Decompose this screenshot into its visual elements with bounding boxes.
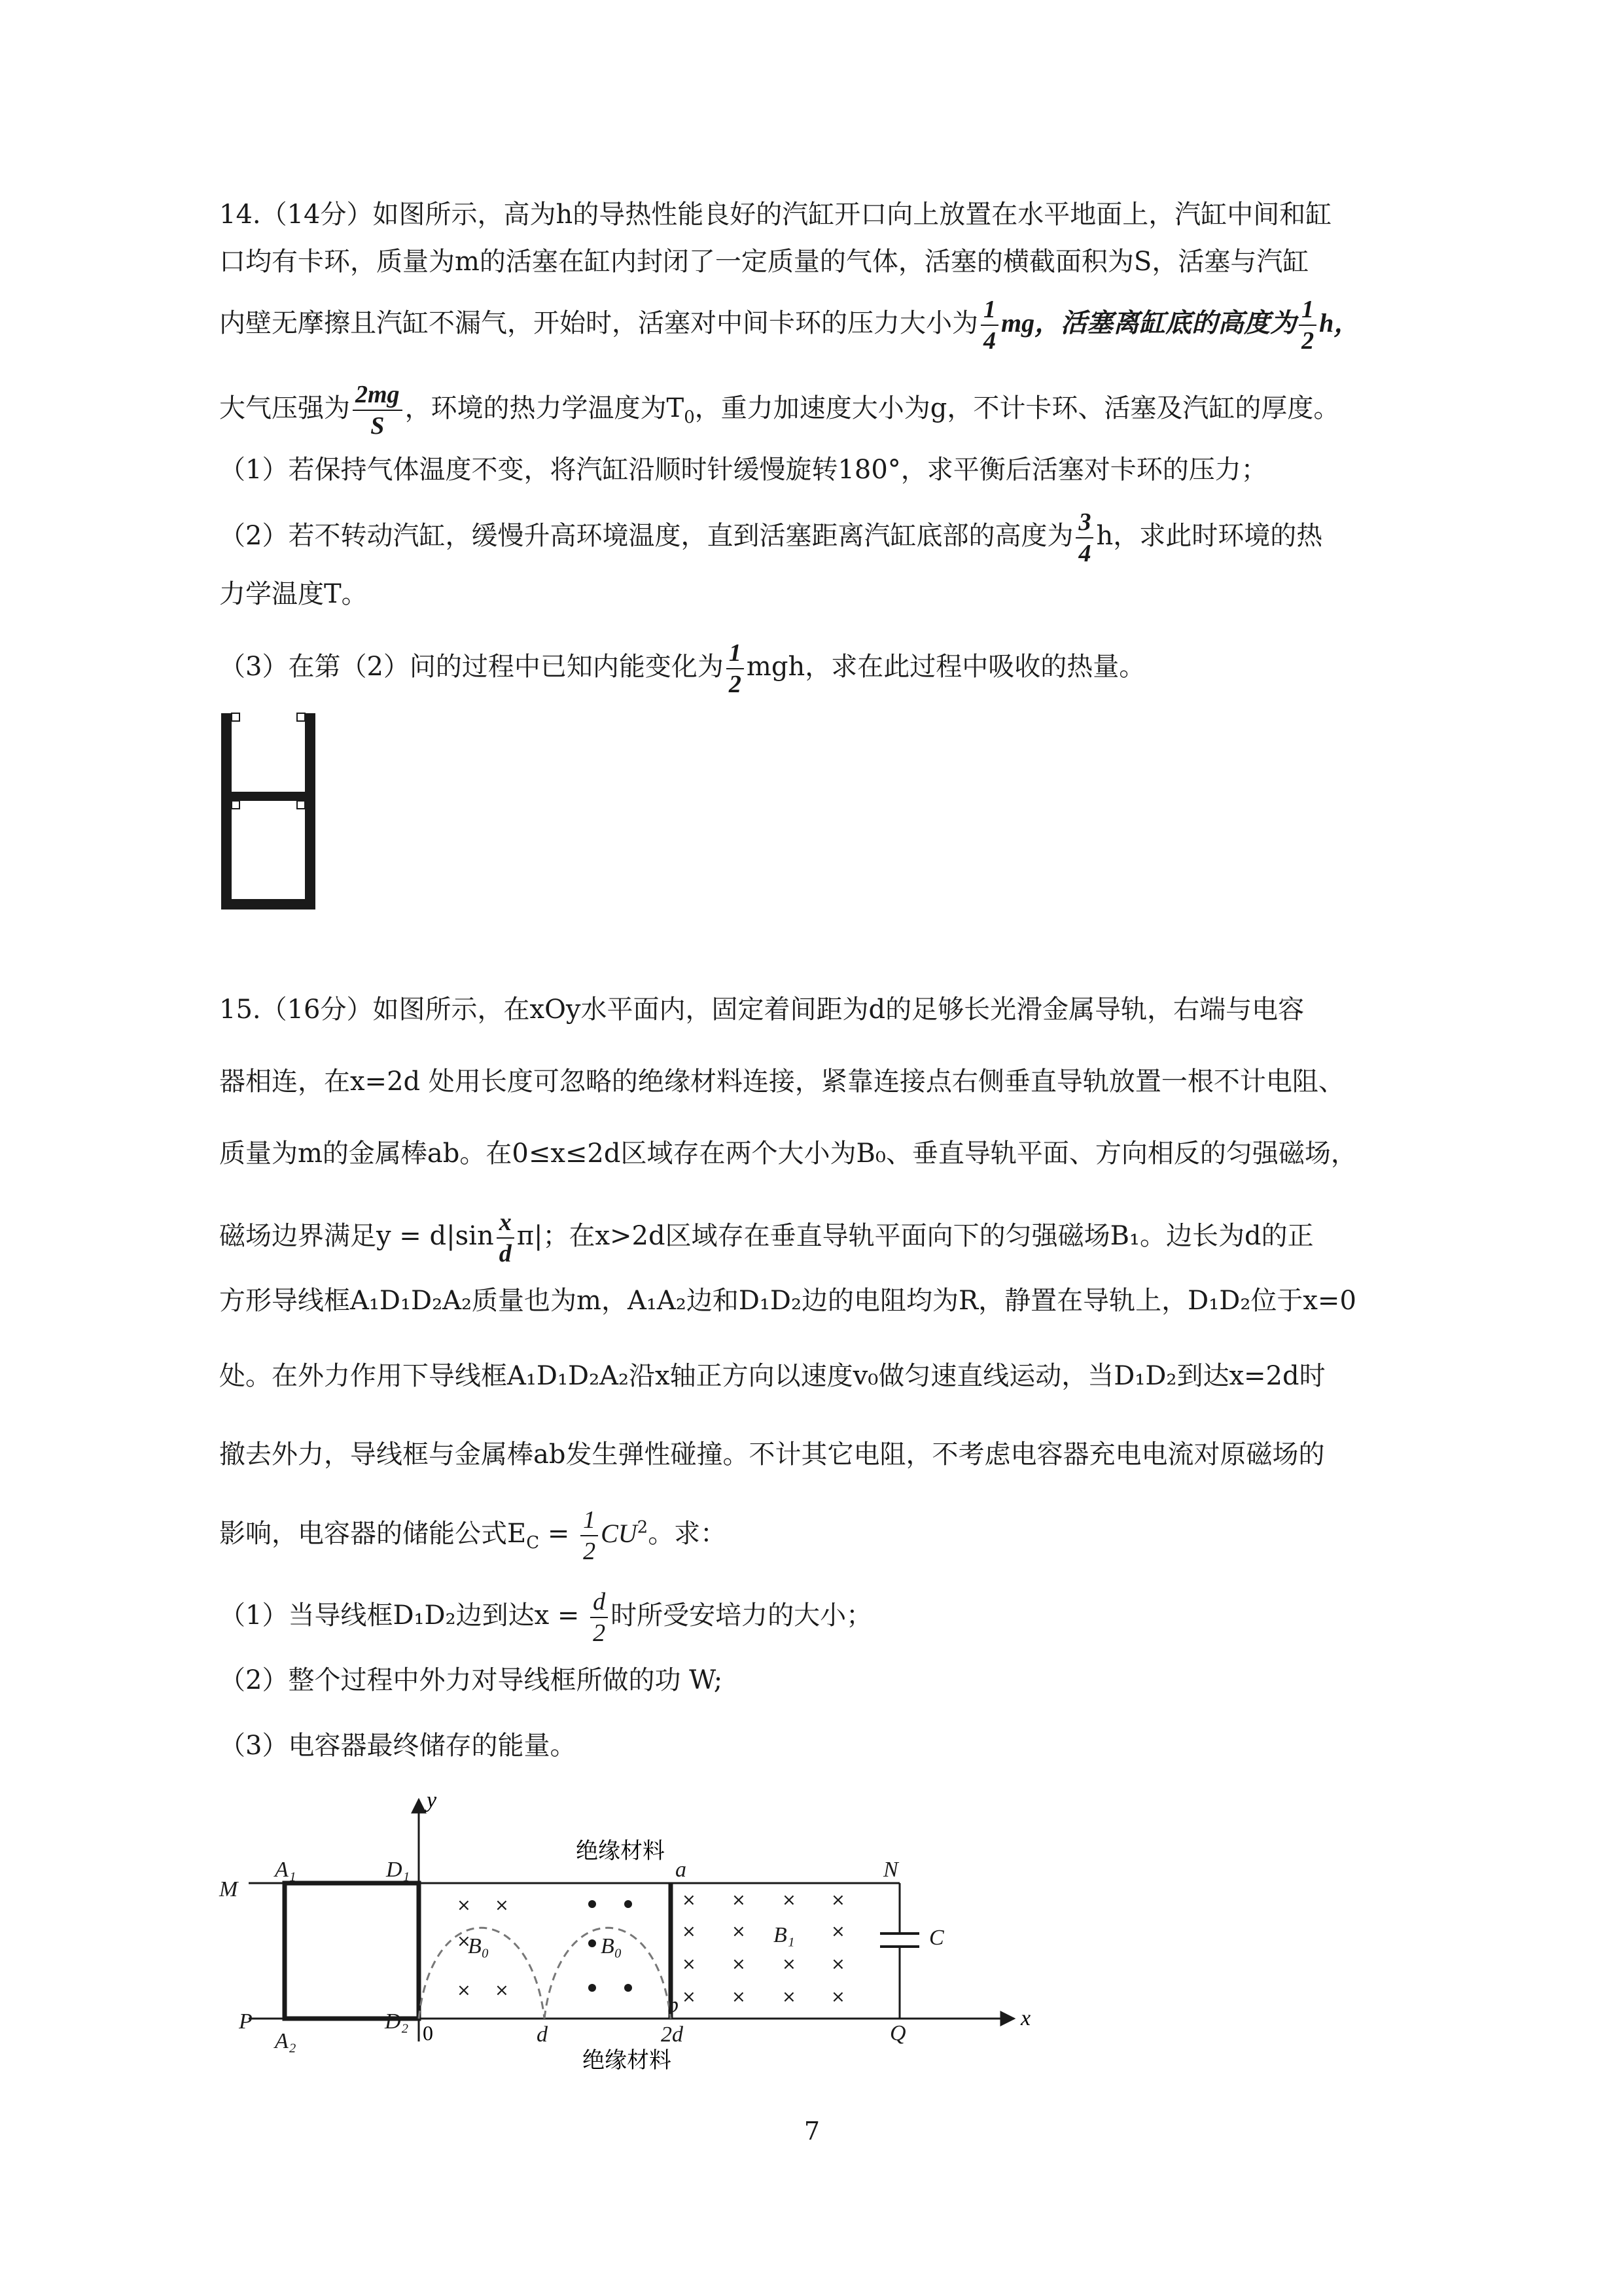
label-B0-left: B₀ (468, 1934, 489, 1958)
q15-line-4-text-b: π|；在x>2d区域存在垂直导轨平面向下的匀强磁场B₁。边长为d的正 (516, 1221, 1314, 1251)
q14-line-3-text-a: 内壁无摩擦且汽缸不漏气，开始时，活塞对中间卡环的压力大小为 (219, 308, 978, 338)
q15-part-1-text-b: 时所受安培力的大小； (610, 1600, 873, 1631)
label-insulation-bottom: 绝缘材料 (582, 2047, 671, 2074)
label-A2: A₂ (275, 2029, 296, 2053)
q14-part-3-text-a: （3）在第（2）问的过程中已知内能变化为 (219, 652, 724, 682)
q15-part-2: （2）整个过程中外力对导线框所做的功 W; (219, 1665, 723, 1695)
svg-text:×: × (682, 1890, 696, 1910)
svg-text:×: × (782, 1987, 796, 2007)
svg-text:×: × (457, 1981, 471, 2000)
q14-part-3 (219, 638, 1145, 699)
rail-diagram (209, 1780, 1060, 2081)
x-axis-label: x (1021, 2006, 1031, 2030)
fraction-d-over-2: $\frac{d}{2}$ (590, 1587, 608, 1648)
label-M: M (219, 1877, 238, 1901)
svg-text:×: × (682, 1987, 696, 2007)
label-A1: A₁ (275, 1858, 296, 1882)
page-number: 7 (803, 2117, 821, 2146)
svg-text:×: × (495, 1981, 509, 2000)
label-D2: D₂ (385, 2009, 409, 2034)
y-axis-label: y (427, 1788, 437, 1812)
square-frame (285, 1883, 419, 2019)
label-Q: Q (890, 2021, 906, 2045)
svg-text:×: × (732, 1987, 746, 2007)
svg-text:×: × (831, 1954, 845, 1974)
q15-part-1 (219, 1587, 872, 1648)
svg-text:×: × (495, 1896, 509, 1915)
svg-text:×: × (831, 1922, 845, 1941)
q15-line-8-text-d: 。求： (648, 1519, 727, 1549)
label-B1: B₁ (773, 1923, 795, 1947)
q14-line-3-text-c: h， (1319, 308, 1360, 338)
fraction-one-half: $\frac{1}{2}$ (1299, 294, 1316, 356)
svg-text:×: × (732, 1954, 746, 1974)
q14-line-3-text-b: mg，活塞离缸底的高度为 (1001, 308, 1297, 338)
q14-line-3 (219, 294, 1360, 356)
q15-line-3: 质量为m的金属棒ab。在0≤x≤2d区域存在两个大小为B₀、垂直导轨平面、方向相反的匀强磁场， (219, 1139, 1357, 1169)
q15-line-4 (219, 1207, 1314, 1269)
label-D1: D₁ (386, 1858, 410, 1882)
q14-part-2-text-a: （2）若不转动汽缸，缓慢升高环境温度，直到活塞距离汽缸底部的高度为 (219, 521, 1074, 551)
q15-line-1: 15.（16分）如图所示，在xOy水平面内，固定着间距为d的足够长光滑金属导轨，右端与电容 (219, 995, 1305, 1025)
q14-part-2-text-b: h，求此时环境的热 (1096, 521, 1323, 551)
svg-text:×: × (782, 1954, 796, 1974)
q14-part-3-text-b: mgh，求在此过程中吸收的热量。 (746, 652, 1146, 682)
fraction-one-quarter: $\frac{1}{4}$ (981, 294, 998, 356)
svg-text:×: × (682, 1954, 696, 1974)
q15-line-8-eq: = (539, 1519, 578, 1549)
label-B0-right: B₀ (601, 1934, 622, 1958)
q15-line-5: 方形导线框A₁D₁D₂A₂质量也为m，A₁A₂边和D₁D₂边的电阻均为R，静置在导轨上，D₁D₂位于x=0 (219, 1286, 1356, 1316)
fraction-three-quarters: $\frac{3}{4}$ (1076, 507, 1093, 569)
label-b: b (667, 1993, 679, 2017)
superscript-two: 2 (637, 1517, 648, 1538)
fraction-one-half-3: $\frac{1}{2}$ (580, 1505, 598, 1566)
q14-line-1: 14.（14分）如图所示，高为h的导热性能良好的汽缸开口向上放置在水平地面上，汽缸中间和缸 (219, 200, 1332, 230)
fraction-2mg-over-S: $\frac{2mg}{S}$ (353, 380, 402, 441)
q15-line-7: 撤去外力，导线框与金属棒ab发生弹性碰撞。不计其它电阻，不考虑电容器充电电流对原磁场的 (219, 1439, 1325, 1470)
label-d: d (537, 2022, 548, 2047)
q15-part-1-text-a: （1）当导线框D₁D₂边到达x = (219, 1600, 588, 1631)
q14-line-4-text-b: ，环境的热力学温度为T (404, 393, 684, 423)
q15-line-4-text-a: 磁场边界满足y = d|sin (219, 1221, 494, 1251)
label-2d: 2d (661, 2022, 683, 2047)
label-P: P (239, 2009, 253, 2034)
field-into-page-marks-2 (682, 1890, 845, 2007)
q14-line-4 (219, 380, 1339, 441)
q14-line-4-text-c: ，重力加速度大小为g，不计卡环、活塞及汽缸的厚度。 (694, 393, 1340, 423)
cylinder-walls (221, 713, 315, 910)
label-a: a (675, 1858, 686, 1882)
q15-part-3: （3）电容器最终储存的能量。 (219, 1731, 576, 1761)
svg-text:×: × (682, 1922, 696, 1941)
label-N: N (883, 1858, 898, 1882)
q15-line-8-cu: CU (601, 1519, 637, 1548)
subscript-zero: 0 (684, 408, 695, 427)
fraction-one-half-2: $\frac{1}{2}$ (726, 638, 744, 699)
q14-line-4-text-a: 大气压强为 (219, 393, 350, 423)
svg-text:×: × (457, 1896, 471, 1915)
cylinder-figure (216, 707, 321, 916)
q14-part-1: （1）若保持气体温度不变，将汽缸沿顺时针缓慢旋转180°，求平衡后活塞对卡环的压力； (219, 455, 1267, 485)
q15-line-8-text-a: 影响，电容器的储能公式E (219, 1519, 527, 1549)
label-C: C (929, 1926, 944, 1950)
q14-part-2-cont: 力学温度T。 (219, 579, 368, 609)
label-origin: 0 (423, 2021, 433, 2045)
svg-text:×: × (782, 1890, 796, 1910)
q15-line-6: 处。在外力作用下导线框A₁D₁D₂A₂沿x轴正方向以速度v₀做匀速直线运动，当D₁D₂到达x=2d时 (219, 1361, 1326, 1391)
svg-text:×: × (732, 1922, 746, 1941)
svg-text:×: × (457, 1932, 471, 1951)
subscript-c: C (526, 1533, 540, 1553)
label-insulation-top: 绝缘材料 (576, 1838, 665, 1864)
svg-text:×: × (831, 1987, 845, 2007)
fraction-x-over-d: $\frac{x}{d}$ (497, 1207, 514, 1269)
svg-text:×: × (732, 1890, 746, 1910)
q14-line-2: 口均有卡环，质量为m的活塞在缸内封闭了一定质量的气体，活塞的横截面积为S，活塞与汽缸 (219, 247, 1309, 277)
q14-part-2 (219, 507, 1322, 569)
svg-text:×: × (831, 1890, 845, 1910)
q15-line-8 (219, 1505, 726, 1566)
q15-line-2: 器相连，在x=2d 处用长度可忽略的绝缘材料连接，紧靠连接点右侧垂直导轨放置一根不计电阻、 (219, 1067, 1345, 1097)
